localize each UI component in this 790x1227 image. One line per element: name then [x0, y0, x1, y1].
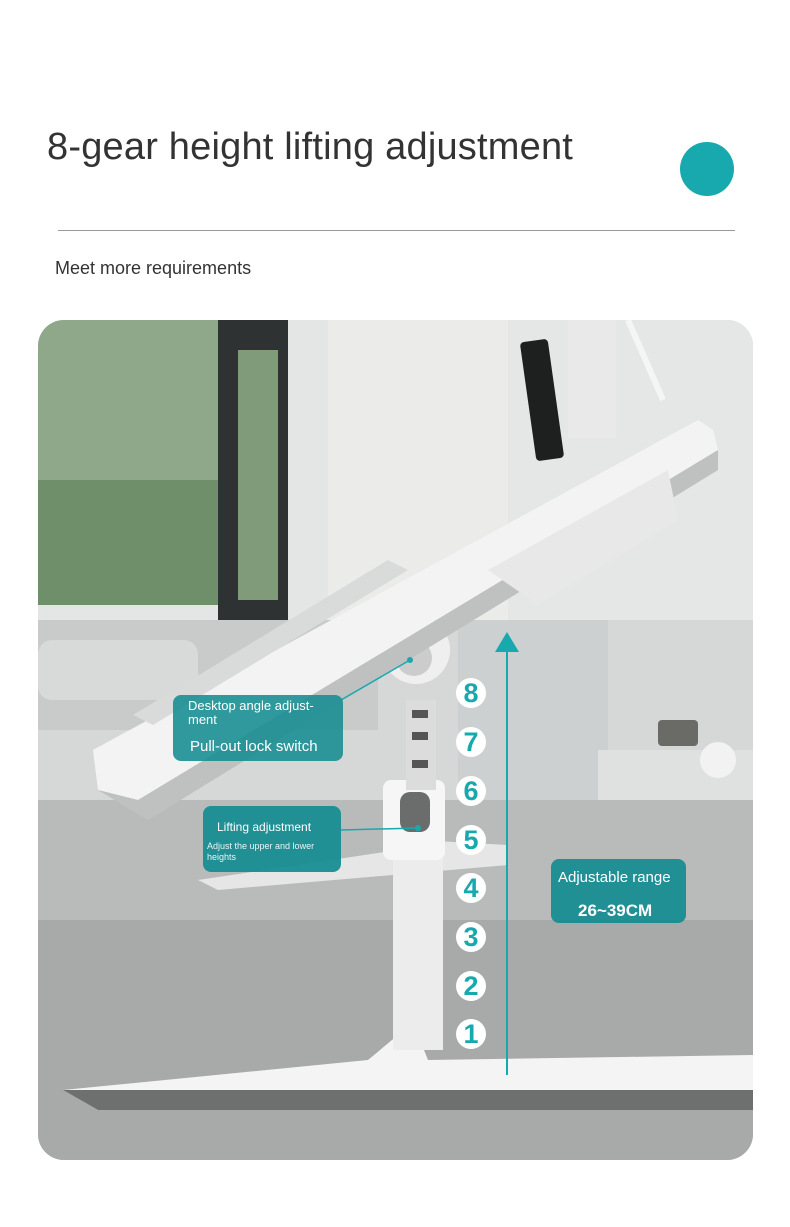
gear-number: 5	[456, 825, 486, 855]
range-title: Adjustable range	[558, 869, 671, 886]
laptop-stand-illustration	[38, 320, 753, 1160]
desktop-angle-callout	[173, 695, 343, 761]
gear-number: 1	[456, 1019, 486, 1049]
divider	[58, 230, 735, 231]
lifting-callout	[203, 806, 341, 872]
gear-number: 3	[456, 922, 486, 952]
gear-number: 8	[456, 678, 486, 708]
page-subtitle: Meet more requirements	[55, 258, 252, 278]
range-value: 26~39CM	[578, 901, 653, 920]
page-title: 8-gear height lifting adjustment	[47, 126, 574, 168]
gear-number: 2	[456, 971, 486, 1001]
pull-out-lock-label: Pull-out lock switch	[190, 738, 318, 755]
accent-dot	[680, 142, 734, 196]
lifting-description: Adjust the upper and lower heights	[207, 841, 315, 862]
desktop-angle-label: Desktop angle adjust-ment	[188, 698, 314, 727]
gear-number: 7	[456, 727, 486, 757]
lifting-title: Lifting adjustment	[217, 820, 312, 834]
product-photo	[38, 320, 753, 1160]
range-callout	[551, 859, 686, 923]
gear-number: 6	[456, 776, 486, 806]
gear-number: 4	[456, 873, 486, 903]
